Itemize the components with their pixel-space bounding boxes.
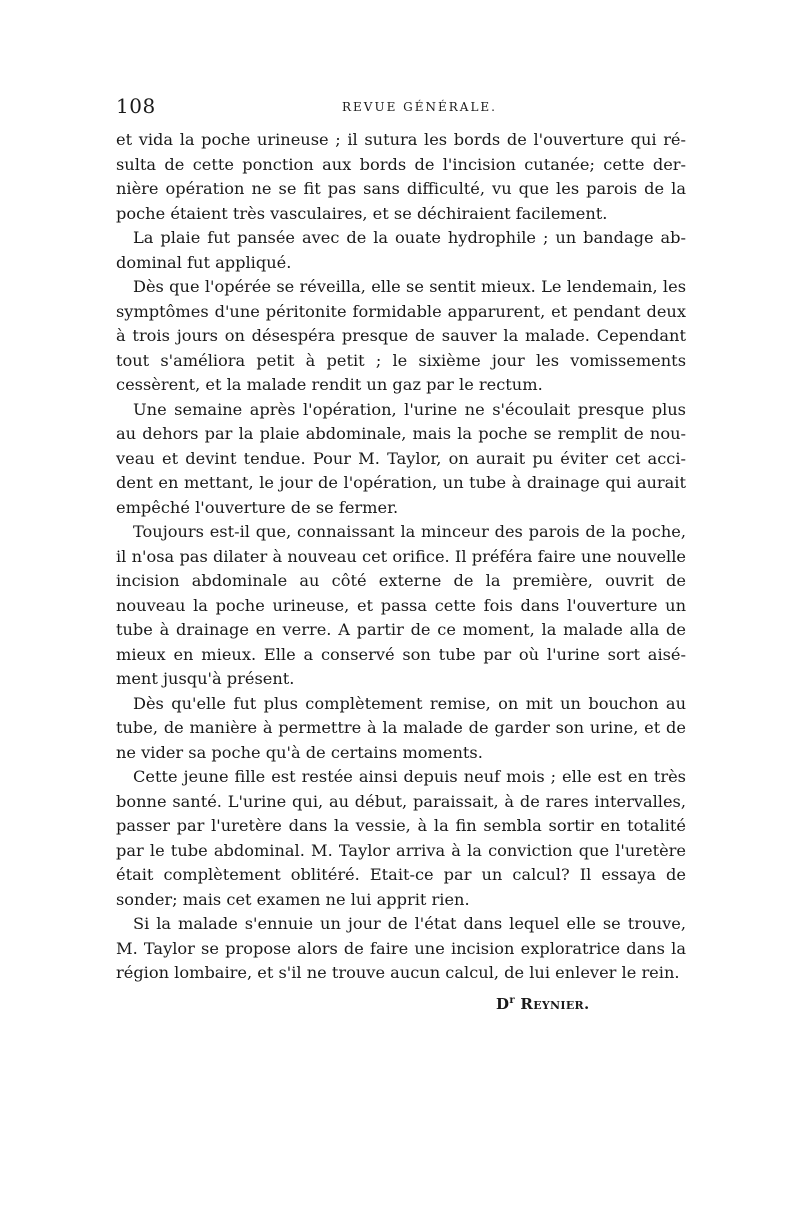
article-body xyxy=(116,128,686,986)
paragraph: La plaie fut pansée avec de la ouate hydrophile ; un bandage abdominal fut appliqué. xyxy=(116,228,686,272)
author-signature xyxy=(496,995,589,1013)
signature-name: Reynier. xyxy=(520,995,590,1013)
page-header xyxy=(116,94,686,118)
paragraph: Cette jeune fille est restée ainsi depuis neuf mois ; elle est en très bonne santé. L'urine qui, au début, paraissait, à de rares intervalles, passer par l'uretère dans la vessie, à la fin sembla sortir en totalité par le tube abdominal. M. Taylor arriva à la conviction que l'uretère était complètement oblitéré. Etait-ce par un calcul? Il essaya de sonder; mais cet examen ne lui apprit rien. xyxy=(116,767,686,909)
paragraph: Toujours est-il que, connaissant la minceur des parois de la poche, il n'osa pas dilater à nouveau cet orifice. Il préféra faire une nouvelle incision abdominale au côté externe de la première, ouvrit de nouveau la poche urineuse, et passa cette fois dans l'ouverture un tube à drainage en verre. A partir de ce moment, la malade alla de mieux en mieux. Elle a conservé son tube par où l'urine sort aisément jusqu'à présent. xyxy=(116,522,686,688)
signature-title: D xyxy=(496,995,510,1013)
paragraph: et vida la poche urineuse ; il sutura les bords de l'ouverture qui résulta de cette ponction aux bords de l'incision cutanée; cette dernière opération ne se fit pas sans difficulté, vu que les parois de la poche étaient très vasculaires, et se déchiraient facilement. xyxy=(116,130,686,223)
running-head: REVUE GÉNÉRALE. xyxy=(342,100,497,114)
paragraph: Une semaine après l'opération, l'urine ne s'écoulait presque plus au dehors par la plaie abdominale, mais la poche se remplit de nouveau et devint tendue. Pour M. Taylor, on aurait pu éviter cet accident en mettant, le jour de l'opération, un tube à drainage qui aurait empêché l'ouverture de se fermer. xyxy=(116,399,686,517)
page-number: 108 xyxy=(116,94,156,118)
signature-title-superscript: r xyxy=(509,995,515,1006)
paragraph: Si la malade s'ennuie un jour de l'état dans lequel elle se trouve, M. Taylor se propose alors de faire une incision exploratrice dans la région lombaire, et s'il ne trouve aucun calcul, de lui enlever le rein. xyxy=(116,914,686,982)
paragraph: Dès que l'opérée se réveilla, elle se sentit mieux. Le lendemain, les symptômes d'une péritonite formidable apparurent, et pendant deux à trois jours on désespéra presque de sauver la malade. Cependant tout s'améliora petit à petit ; le sixième jour les vomissements cessèrent, et la malade rendit un gaz par le rectum. xyxy=(116,277,686,394)
paragraph: Dès qu'elle fut plus complètement remise, on mit un bouchon au tube, de manière à permettre à la malade de garder son urine, et de ne vider sa poche qu'à de certains moments. xyxy=(116,693,686,762)
